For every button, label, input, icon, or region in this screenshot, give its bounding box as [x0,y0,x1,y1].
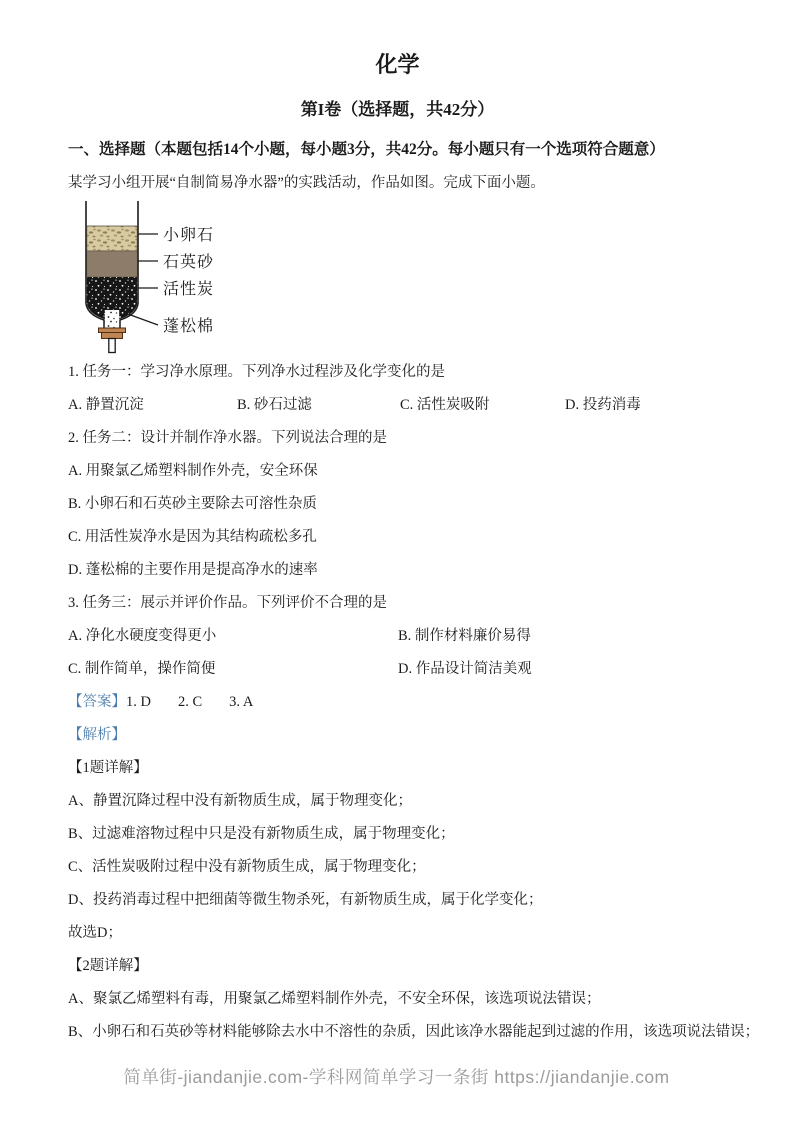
q1-option-a: A. 静置沉淀 [68,397,144,413]
question-3-stem: 3. 任务三：展示并评价作品。下列评价不合理的是 [68,595,387,611]
question-1-stem: 1. 任务一：学习净水原理。下列净水过程涉及化学变化的是 [68,364,445,380]
q1-option-d: D. 投药消毒 [565,397,641,413]
q2-option-d: D. 蓬松棉的主要作用是提高净水的速率 [68,562,318,578]
bottle-cap-top [99,328,126,333]
analysis-q1-line-b: B、过滤难溶物过程中只是没有新物质生成，属于物理变化； [68,826,455,842]
question-2-stem: 2. 任务二：设计并制作净水器。下列说法合理的是 [68,430,387,446]
q3-option-c: C. 制作简单，操作简便 [68,661,216,677]
label-pebble: 小卵石 [163,227,215,244]
q3-option-d: D. 作品设计简洁美观 [398,661,532,677]
question-group-intro: 某学习小组开展“自制简易净水器”的实践活动，作品如图。完成下面小题。 [68,175,545,191]
label-carbon: 活性炭 [163,281,215,298]
answer-label: 【答案】 [68,694,126,710]
bottle-cap-body [102,333,123,339]
question-3-options-row-1 [68,620,727,653]
analysis-q1-line-d: D、投药消毒过程中把细菌等微生物杀死，有新物质生成，属于化学变化； [68,892,543,908]
analysis-q1-line-a: A、静置沉降过程中没有新物质生成，属于物理变化； [68,793,412,809]
label-cotton: 蓬松棉 [163,318,215,335]
analysis-q2-line-a: A、聚氯乙烯塑料有毒，用聚氯乙烯塑料制作外壳，不安全环保，该选项说法错误； [68,991,601,1007]
question-3-options-row-2 [68,653,727,686]
activated-carbon-layer [87,277,137,304]
q2-option-b: B. 小卵石和石英砂主要除去可溶性杂质 [68,496,317,512]
analysis-q2-heading: 【2题详解】 [68,958,148,974]
analysis-q2-line-b: B、小卵石和石英砂等材料能够除去水中不溶性的杂质，因此该净水器能起到过滤的作用，该选项说法错误； [68,1024,760,1040]
answer-3: 3. A [229,694,254,710]
section-heading: 一、选择题（本题包括14个小题，每小题3分，共42分。每小题只有一个选项符合题意） [68,141,665,158]
answer-1: 1. D [126,694,151,710]
purifier-apparatus-figure [82,198,332,356]
analysis-label: 【解析】 [68,727,126,743]
outlet-tube [109,339,115,353]
q3-option-b: B. 制作材料廉价易得 [398,628,531,644]
question-1-options [68,389,727,422]
answer-2: 2. C [177,694,203,710]
cotton-plug [105,310,119,328]
page-title: 化学 [375,52,420,77]
leader-line-cotton [125,313,158,325]
q1-option-c: C. 活性炭吸附 [400,397,490,413]
answer-line [68,686,727,719]
q2-option-a: A. 用聚氯乙烯塑料制作外壳，安全环保 [68,463,318,479]
analysis-q1-line-c: C、活性炭吸附过程中没有新物质生成，属于物理变化； [68,859,426,875]
volume-heading: 第I卷（选择题，共42分） [300,100,495,119]
site-watermark: 简单街-jiandanjie.com-学科网简单学习一条街 https://jiandanjie.com [123,1067,670,1087]
q1-option-b: B. 砂石过滤 [237,397,312,413]
q2-option-c: C. 用活性炭净水是因为其结构疏松多孔 [68,529,317,545]
quartz-sand-layer [87,251,137,277]
analysis-q1-heading: 【1题详解】 [68,760,148,776]
water-purifier-diagram [82,198,727,356]
q3-option-a: A. 净化水硬度变得更小 [68,628,217,644]
analysis-q1-conclusion: 故选D； [68,925,122,941]
pebble-layer [87,226,137,251]
label-sand: 石英砂 [163,254,215,271]
